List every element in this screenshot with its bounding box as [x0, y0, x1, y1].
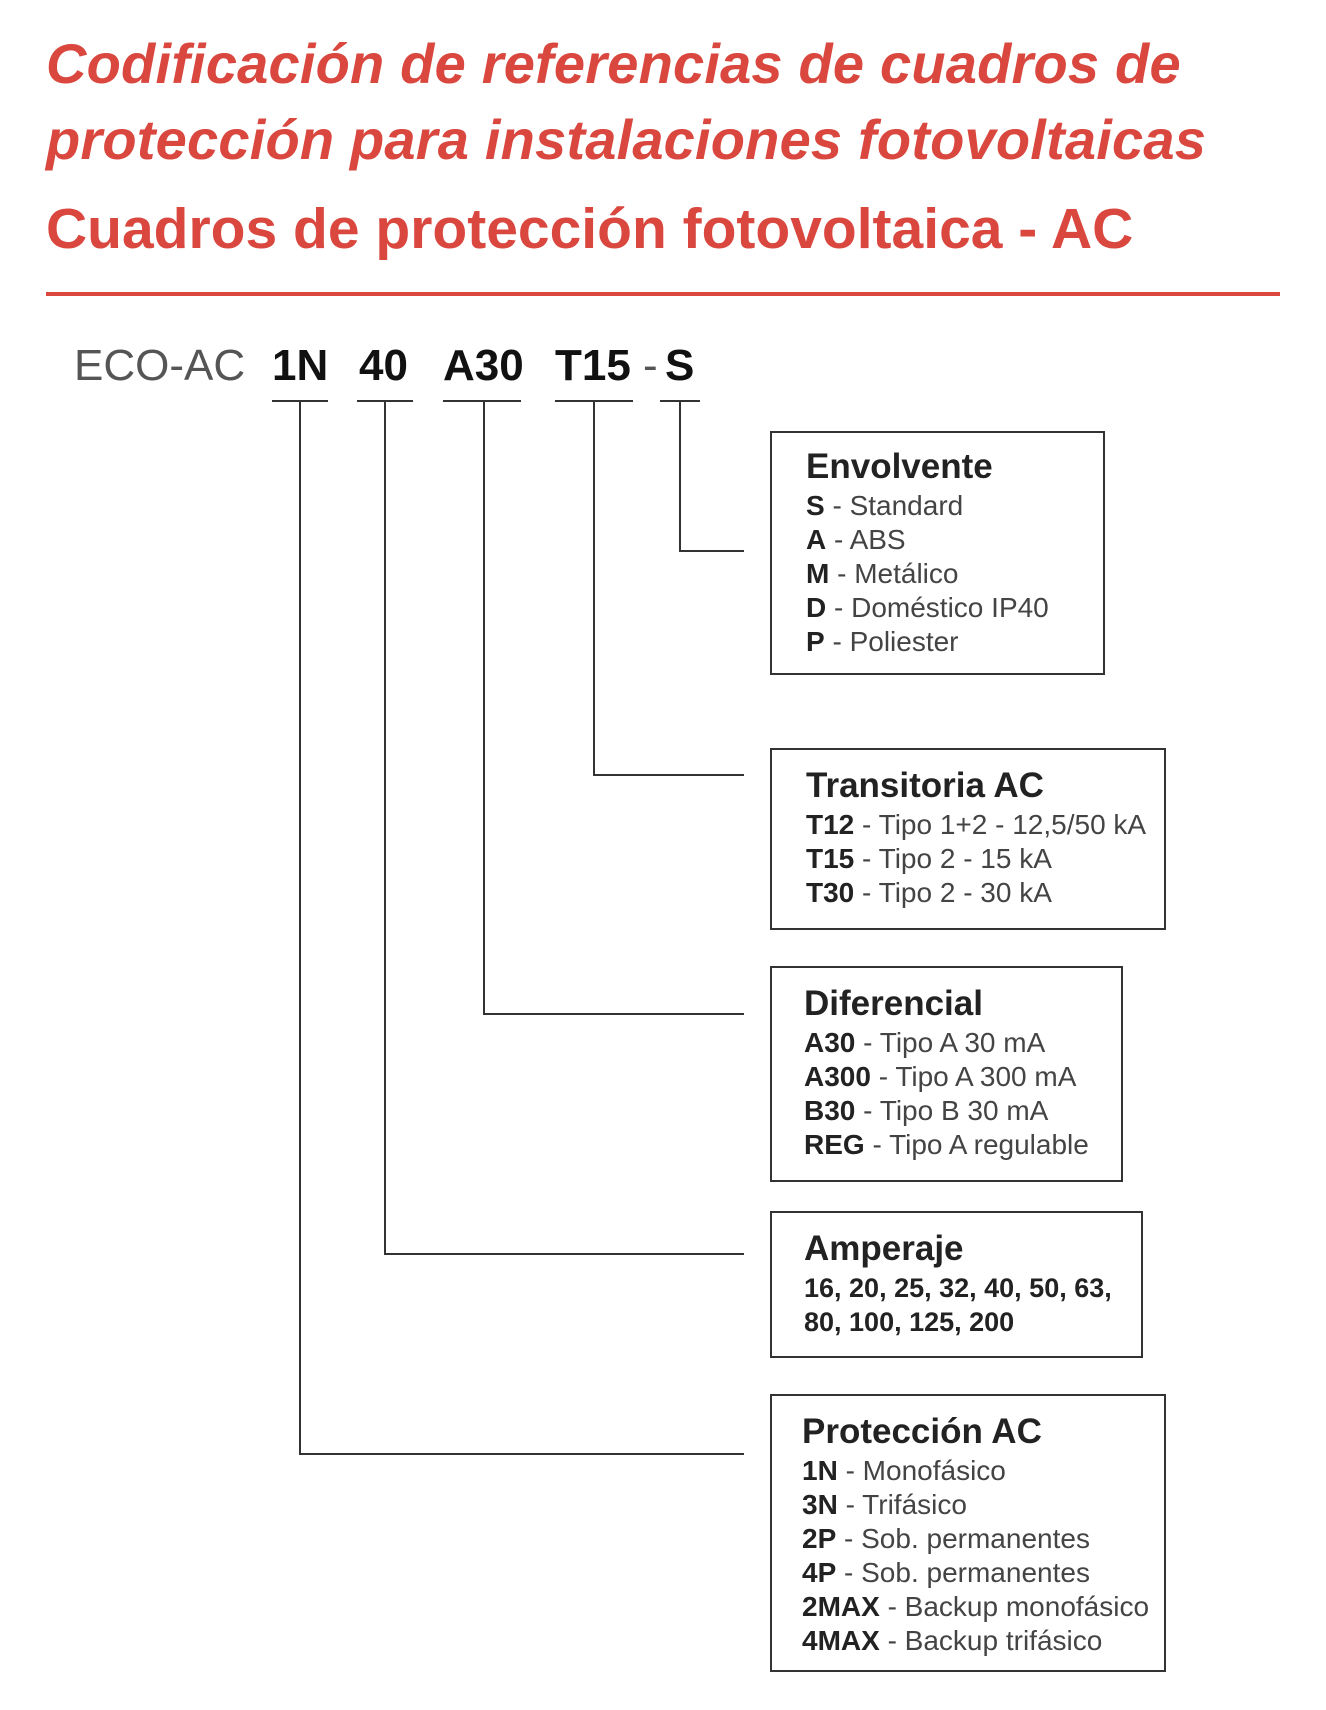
segment-underline-diferencial: [443, 400, 521, 402]
proteccion-option: [802, 1454, 1164, 1488]
connector-envolvente-horizontal: [679, 550, 744, 552]
option-label: - Metálico: [829, 558, 959, 589]
amperaje-values-line: 80, 100, 125, 200: [804, 1307, 1015, 1337]
option-label: - Tipo 1+2 - 12,5/50 kA: [854, 809, 1147, 840]
option-code: T30: [806, 877, 855, 908]
page-subtitle: Cuadros de protección fotovoltaica - AC: [46, 197, 1134, 261]
transitoria-option: [806, 808, 1164, 842]
option-code: A: [806, 524, 827, 555]
connector-diferencial-horizontal: [483, 1013, 744, 1015]
connector-transitoria-horizontal: [593, 774, 744, 776]
diferencial-option: [804, 1094, 1121, 1128]
option-code: P: [806, 626, 825, 657]
connector-diferencial-vertical: [483, 401, 485, 1015]
option-label: - Backup monofásico: [879, 1591, 1150, 1622]
option-code: 2P: [802, 1523, 837, 1554]
option-code: B30: [804, 1095, 856, 1126]
option-label: - Tipo B 30 mA: [855, 1095, 1049, 1126]
option-label: - Sob. permanentes: [836, 1523, 1090, 1554]
option-label: - Tipo A 300 mA: [870, 1061, 1077, 1092]
proteccion-option: [802, 1590, 1164, 1624]
option-code: 3N: [802, 1489, 838, 1520]
option-code: 2MAX: [802, 1591, 880, 1622]
option-code: A300: [804, 1061, 871, 1092]
diferencial-option: [804, 1060, 1121, 1094]
envolvente-option: [806, 489, 1103, 523]
option-code: A30: [804, 1027, 856, 1058]
option-label: - Tipo A 30 mA: [855, 1027, 1046, 1058]
reference-prefix: ECO-AC: [74, 341, 246, 390]
option-label: - Standard: [824, 490, 964, 521]
amperaje-box: [770, 1211, 1143, 1358]
connector-transitoria-vertical: [593, 401, 595, 775]
proteccion-box: [770, 1394, 1166, 1672]
option-label: - ABS: [826, 524, 906, 555]
option-label: - Trifásico: [837, 1489, 967, 1520]
option-label: - Tipo A regulable: [864, 1129, 1089, 1160]
reference-segment-proteccion: 1N: [272, 341, 329, 390]
connector-envolvente-vertical: [679, 401, 681, 551]
option-label: - Backup trifásico: [879, 1625, 1103, 1656]
envolvente-title: Envolvente: [806, 447, 993, 486]
option-label: - Tipo 2 - 15 kA: [854, 843, 1052, 874]
reference-separator: -: [643, 341, 658, 390]
option-label: - Doméstico IP40: [826, 592, 1049, 623]
diferencial-option: [804, 1128, 1121, 1162]
amperaje-values-line: 16, 20, 25, 32, 40, 50, 63,: [804, 1273, 1112, 1303]
diferencial-box: [770, 966, 1123, 1182]
transitoria-box: [770, 748, 1166, 930]
reference-segment-transitoria: T15: [555, 341, 631, 390]
reference-segment-envolvente: S: [665, 341, 695, 390]
option-code: T15: [806, 843, 855, 874]
envolvente-box: [770, 431, 1105, 675]
option-code: T12: [806, 809, 855, 840]
diferencial-title: Diferencial: [804, 984, 983, 1023]
connector-proteccion-horizontal: [299, 1453, 744, 1455]
diferencial-option: [804, 1026, 1121, 1060]
proteccion-option: [802, 1522, 1164, 1556]
option-label: - Poliester: [824, 626, 959, 657]
option-code: 1N: [802, 1455, 838, 1486]
header-divider: [46, 292, 1280, 296]
envolvente-option: [806, 523, 1103, 557]
proteccion-title: Protección AC: [802, 1412, 1042, 1451]
envolvente-option: [806, 625, 1103, 659]
reference-segment-amperaje: 40: [359, 341, 408, 390]
proteccion-option: [802, 1488, 1164, 1522]
transitoria-title: Transitoria AC: [806, 766, 1044, 805]
proteccion-option: [802, 1624, 1164, 1658]
option-code: D: [806, 592, 827, 623]
option-code: M: [806, 558, 830, 589]
connector-amperaje-horizontal: [384, 1253, 744, 1255]
reference-segment-diferencial: A30: [443, 341, 524, 390]
option-code: 4MAX: [802, 1625, 880, 1656]
option-code: REG: [804, 1129, 865, 1160]
connector-amperaje-vertical: [384, 401, 386, 1255]
envolvente-option: [806, 557, 1103, 591]
option-code: 4P: [802, 1557, 837, 1588]
option-label: - Tipo 2 - 30 kA: [854, 877, 1052, 908]
proteccion-option: [802, 1556, 1164, 1590]
connector-proteccion-vertical: [299, 401, 301, 1454]
option-label: - Sob. permanentes: [836, 1557, 1090, 1588]
transitoria-option: [806, 876, 1164, 910]
option-code: S: [806, 490, 825, 521]
envolvente-option: [806, 591, 1103, 625]
option-label: - Monofásico: [837, 1455, 1006, 1486]
transitoria-option: [806, 842, 1164, 876]
page-title: Codificación de referencias de cuadros de protección para instalaciones fotovoltaicas: [46, 32, 1207, 171]
amperaje-title: Amperaje: [804, 1229, 964, 1268]
